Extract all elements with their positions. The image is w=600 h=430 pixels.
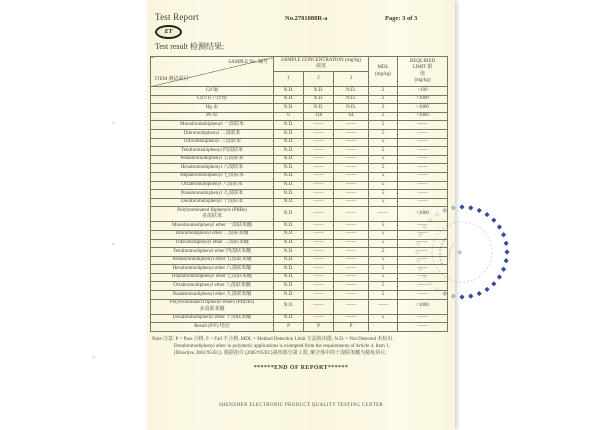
table-row <box>151 138 448 147</box>
table-row <box>151 172 448 181</box>
item-cell: Tetrabromodiphenyl ether 四溴联苯醚 <box>151 248 274 257</box>
limit-value: —— <box>398 198 448 207</box>
sample1-value: N.D. <box>274 282 304 291</box>
table-row <box>151 198 448 207</box>
cet-logo-icon <box>155 25 182 39</box>
sample3-value: —— <box>334 291 369 300</box>
sample2-value: —— <box>304 273 334 282</box>
stamp-dot <box>504 258 509 263</box>
mdl-value: 5 <box>369 248 398 257</box>
item-cell: Heptabromodiphenyl ether 七溴联苯醚 <box>151 273 274 282</box>
report-number: No.2701088R-a <box>285 15 328 22</box>
sample3-value: —— <box>334 207 369 222</box>
table-row <box>151 314 448 323</box>
sample-no-label: SAMPLE No. 编号 <box>228 60 268 65</box>
mdl-value: 2 <box>369 87 398 96</box>
item-cell: Tribromobiphenyl 三溴联苯 <box>151 138 274 147</box>
sample2-value: —— <box>304 190 334 199</box>
item-cell: Monobromobiphenyl 一溴联苯 <box>151 121 274 130</box>
mdl-value: 5 <box>369 155 398 164</box>
sample2-value: P <box>304 323 334 332</box>
item-cell: Heptabromobiphenyl 七溴联苯 <box>151 172 274 181</box>
stamp-dot <box>484 287 489 292</box>
report-title: Test Report <box>155 12 199 22</box>
mdl-value: 5 <box>369 256 398 265</box>
sample3-value: —— <box>334 299 369 314</box>
item-cell: Polybrominated Biphenyls (PBBs) 多溴联苯 <box>151 207 274 222</box>
sample2-value: —— <box>304 164 334 173</box>
mdl-value: 5 <box>369 265 398 274</box>
table-row <box>151 190 448 199</box>
stamp-dot <box>459 294 464 299</box>
scan-artifact <box>92 356 95 358</box>
sample3-value: —— <box>334 172 369 181</box>
limit-value: <100 <box>398 87 448 96</box>
sample1-value: N.D. <box>274 129 304 138</box>
sample1-value: N.D. <box>274 248 304 257</box>
mdl-value: 5 <box>369 314 398 323</box>
sample2-value: —— <box>304 138 334 147</box>
sample1-value: N.D. <box>274 314 304 323</box>
table-row <box>151 87 448 96</box>
stamp-dot <box>501 267 506 272</box>
results-table <box>150 56 448 332</box>
note-line: (Directive 2002/95/EC). 根据指令 (2002/95/EC)第四部分第 1 款, 聚合体中的十溴联苯醚为豁免项目。 <box>174 351 391 356</box>
sample2-value: —— <box>304 299 334 314</box>
item-cell: Hexabromodiphenyl ether 六溴联苯醚 <box>151 265 274 274</box>
sample1-value: N.D. <box>274 256 304 265</box>
sample2-value: —— <box>304 207 334 222</box>
stamp-dot <box>501 232 506 237</box>
stamp-dot <box>468 294 473 299</box>
sample1-value: N.D. <box>274 222 304 231</box>
table-row <box>151 230 448 239</box>
sample2-value: —— <box>304 147 334 156</box>
sample2-value: —— <box>304 155 334 164</box>
sample1-value: N.D. <box>274 181 304 190</box>
table-row <box>151 323 448 332</box>
sample1-value: N.D. <box>274 239 304 248</box>
table-row <box>151 95 448 104</box>
limit-value: —— <box>398 147 448 156</box>
mdl-value: 5 <box>369 121 398 130</box>
sample2-value: —— <box>304 291 334 300</box>
limit-value: <1000 <box>398 299 448 314</box>
sample1-value: N.D. <box>274 172 304 181</box>
item-cell: Cd 镉 <box>151 87 274 96</box>
sample3-value: —— <box>334 121 369 130</box>
sample1-value: N.D. <box>274 198 304 207</box>
limit-value: <1000 <box>398 112 448 121</box>
limit-value: —— <box>398 230 448 239</box>
sample1-value: N.D. <box>274 273 304 282</box>
sample3-value: —— <box>334 129 369 138</box>
stamp-dot <box>497 224 502 229</box>
sample-column-header: 3 <box>334 72 369 87</box>
stamp-dot <box>504 249 509 254</box>
mdl-value: 5 <box>369 222 398 231</box>
mdl-value: 5 <box>369 230 398 239</box>
sample-column-header: 1 <box>274 72 304 87</box>
item-cell: Pb 铅 <box>151 112 274 121</box>
limit-value: —— <box>398 222 448 231</box>
sample2-value: —— <box>304 314 334 323</box>
sample3-value: N.D. <box>334 87 369 96</box>
note-line: Decabromodiphenyl ether in polymeric applications is exempted from the requirements of Article 4, Item 1, <box>174 344 390 349</box>
sample3-value: —— <box>334 164 369 173</box>
sample3-value: N.D. <box>334 104 369 113</box>
table-row <box>151 222 448 231</box>
item-cell: Nonabromodiphenyl ether 九溴联苯醚 <box>151 291 274 300</box>
sample3-value: —— <box>334 273 369 282</box>
limit-value: —— <box>398 248 448 257</box>
table-row <box>151 273 448 282</box>
sample3-value: —— <box>334 138 369 147</box>
mdl-value: 2 <box>369 112 398 121</box>
item-cell: Decabromodiphenyl ether 十溴联苯醚 <box>151 314 274 323</box>
sample1-value: N.D. <box>274 147 304 156</box>
required-limit-header: REQUIRED LIMIT 限 值 (mg/kg) <box>398 57 448 87</box>
limit-value: —— <box>398 273 448 282</box>
table-row <box>151 248 448 257</box>
stamp-dot <box>477 291 482 296</box>
item-cell: Cr(VI) 六价铬 <box>151 95 274 104</box>
sample2-value: —— <box>304 121 334 130</box>
sample3-value: —— <box>334 198 369 207</box>
limit-value: —— <box>398 314 448 323</box>
mdl-value: 2 <box>369 104 398 113</box>
mdl-value: 5 <box>369 291 398 300</box>
table-row <box>151 265 448 274</box>
item-cell: Dibromodiphenyl ether 二溴联苯醚 <box>151 230 274 239</box>
mdl-value: —— <box>369 207 398 222</box>
footer-text: SHENZHEN ELECTRONIC PRODUCT QUALITY TESTING CENTER <box>218 403 384 408</box>
item-cell: Tetrabromobiphenyl 四溴联苯 <box>151 147 274 156</box>
item-label: ITEM 测试项目 <box>155 76 189 82</box>
limit-value: <1000 <box>398 207 448 222</box>
stamp-dot <box>468 205 473 210</box>
sample2-value: N.D. <box>304 87 334 96</box>
stamp-dot <box>459 204 464 209</box>
item-cell: Pentabromodiphenyl ether 五溴联苯醚 <box>151 256 274 265</box>
sample3-value: —— <box>334 248 369 257</box>
mdl-value: —— <box>369 299 398 314</box>
sample1-value: N.D. <box>274 138 304 147</box>
sample3-value: —— <box>334 147 369 156</box>
results-table-body <box>151 87 448 332</box>
note-line: Note 注意: P = Pass 合格, F = Fail 不合格, MDL = Method Detection Limit 方法检出限, N.D. = Not Detected 未检出. <box>152 337 394 342</box>
limit-value: —— <box>398 172 448 181</box>
limit-value: —— <box>398 181 448 190</box>
sample3-value: —— <box>334 190 369 199</box>
sample2-value: —— <box>304 181 334 190</box>
sample1-value: N.D. <box>274 155 304 164</box>
item-cell: Nonabromobiphenyl 九溴联苯 <box>151 190 274 199</box>
table-row <box>151 291 448 300</box>
stamp-dot <box>491 218 496 223</box>
sample2-value: —— <box>304 230 334 239</box>
limit-value: —— <box>398 265 448 274</box>
item-cell: Octabromodiphenyl ether 八溴联苯醚 <box>151 282 274 291</box>
mdl-header: MDL (mg/kg) <box>369 57 398 87</box>
table-row <box>151 299 448 314</box>
end-of-report: ******END OF REPORT****** <box>253 365 349 371</box>
table-row <box>151 181 448 190</box>
mdl-value: 5 <box>369 138 398 147</box>
mdl-value: 5 <box>369 282 398 291</box>
sample2-value: N.D. <box>304 104 334 113</box>
item-cell: Polybrominated Diphenyl ethers (PBDEs) 多溴联苯醚 <box>151 299 274 314</box>
sample1-value: N.D. <box>274 265 304 274</box>
limit-value: —— <box>398 155 448 164</box>
report-page <box>147 0 455 430</box>
limit-value: —— <box>398 291 448 300</box>
sample3-value: —— <box>334 265 369 274</box>
item-cell: Dibromobiphenyl 二溴联苯 <box>151 129 274 138</box>
mdl-value: 5 <box>369 147 398 156</box>
item-cell: Decabromobiphenyl 十溴联苯 <box>151 198 274 207</box>
sample2-value: —— <box>304 282 334 291</box>
sample1-value: N.D. <box>274 291 304 300</box>
limit-value: —— <box>398 190 448 199</box>
concentration-group-header: SAMPLE CONCENTRATION (mg/kg) 浓度 <box>274 57 369 72</box>
logo-text: ET <box>164 29 173 35</box>
sample3-value: —— <box>334 181 369 190</box>
sample2-value: —— <box>304 265 334 274</box>
mdl-value: 5 <box>369 273 398 282</box>
item-cell: Monobromodiphenyl ether 一溴联苯醚 <box>151 222 274 231</box>
item-cell: Hexabromobiphenyl 六溴联苯 <box>151 164 274 173</box>
mdl-value: 5 <box>369 239 398 248</box>
sample3-value: —— <box>334 256 369 265</box>
limit-value: —— <box>398 239 448 248</box>
table-row <box>151 147 448 156</box>
sample1-value: N.D. <box>274 104 304 113</box>
stamp-dot <box>484 212 489 217</box>
item-cell: Tribromodiphenyl ether 三溴联苯醚 <box>151 239 274 248</box>
sample2-value: —— <box>304 172 334 181</box>
mdl-value: 5 <box>369 198 398 207</box>
sample2-value: —— <box>304 256 334 265</box>
stamp-star: ★ <box>456 248 464 257</box>
sample3-value: 64 <box>334 112 369 121</box>
limit-value: <1000 <box>398 104 448 113</box>
sample1-value: N.D. <box>274 190 304 199</box>
sample3-value: —— <box>334 155 369 164</box>
sample3-value: —— <box>334 230 369 239</box>
table-row <box>151 104 448 113</box>
page-indicator: Page: 3 of 3 <box>385 15 418 22</box>
mdl-value: 5 <box>369 172 398 181</box>
sample3-value: —— <box>334 222 369 231</box>
item-cell: Result (P/F) 结论 <box>151 323 274 332</box>
sample3-value: P <box>334 323 369 332</box>
item-cell: Pentabromobiphenyl 五溴联苯 <box>151 155 274 164</box>
limit-value: —— <box>398 282 448 291</box>
item-cell: Octabromobiphenyl 八溴联苯 <box>151 181 274 190</box>
sample1-value: N.D. <box>274 230 304 239</box>
notes-block <box>152 336 450 357</box>
sample2-value: —— <box>304 222 334 231</box>
sample-column-header: 2 <box>304 72 334 87</box>
sample2-value: 118 <box>304 112 334 121</box>
table-row <box>151 155 448 164</box>
sample1-value: N.D. <box>274 95 304 104</box>
table-row <box>151 256 448 265</box>
sample2-value: —— <box>304 198 334 207</box>
sample1-value: N.D. <box>274 164 304 173</box>
limit-value: —— <box>398 256 448 265</box>
mdl-value <box>369 323 398 332</box>
stamp-dot <box>497 274 502 279</box>
table-row <box>151 207 448 222</box>
limit-value: —— <box>398 164 448 173</box>
mdl-value: 5 <box>369 129 398 138</box>
limit-value: —— <box>398 129 448 138</box>
scan-artifact <box>112 122 115 124</box>
mdl-value: 2 <box>369 95 398 104</box>
item-cell: Hg 汞 <box>151 104 274 113</box>
limit-value: <1000 <box>398 95 448 104</box>
stamp-dot <box>491 281 496 286</box>
sample3-value: —— <box>334 314 369 323</box>
sample3-value: N.D. <box>334 95 369 104</box>
limit-value: —— <box>398 323 448 332</box>
sample1-value: N.D. <box>274 207 304 222</box>
sample1-value: P <box>274 323 304 332</box>
sample2-value: —— <box>304 239 334 248</box>
sample2-value: N.D. <box>304 95 334 104</box>
sample1-value: N.D. <box>274 87 304 96</box>
sample1-value: 6 <box>274 112 304 121</box>
mdl-value: 5 <box>369 190 398 199</box>
table-row <box>151 164 448 173</box>
table-row <box>151 129 448 138</box>
scan-artifact <box>112 243 115 245</box>
sample3-value: —— <box>334 282 369 291</box>
stamp-dot <box>504 241 509 246</box>
table-row <box>151 282 448 291</box>
limit-value: —— <box>398 138 448 147</box>
sample3-value: —— <box>334 239 369 248</box>
sample1-value: N.D. <box>274 121 304 130</box>
sample1-value: N.D. <box>274 299 304 314</box>
stamp-dot <box>477 208 482 213</box>
sample2-value: —— <box>304 129 334 138</box>
diagonal-header-cell <box>151 57 274 87</box>
section-title: Test result 检测结果: <box>155 42 225 51</box>
mdl-value: 5 <box>369 164 398 173</box>
mdl-value: 5 <box>369 181 398 190</box>
table-row <box>151 239 448 248</box>
table-row <box>151 112 448 121</box>
limit-value: —— <box>398 121 448 130</box>
table-row <box>151 121 448 130</box>
sample2-value: —— <box>304 248 334 257</box>
